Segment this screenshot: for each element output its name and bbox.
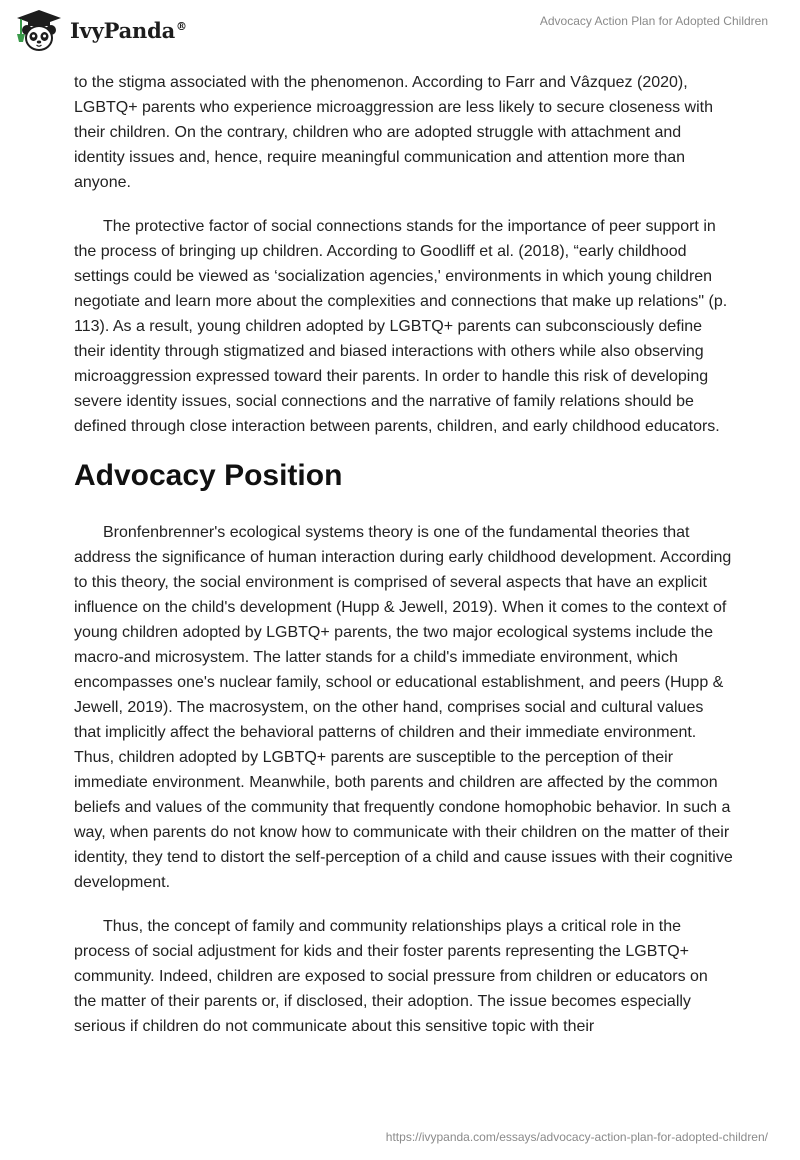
paragraph: Thus, the concept of family and community relationships plays a critical role in the process of social adjustment for kids and their foster parents representing the LGBTQ+ community. Indeed, children are exposed to social pressure from children or educators on the matter of their parents or, if disclosed, their adoption. The issue becomes especially serious if children do not communicate about this sensitive topic with their <box>74 918 708 1035</box>
page-header <box>0 0 800 64</box>
essay-content <box>74 70 734 1058</box>
paragraph: to the stigma associated with the phenomenon. According to Farr and Vâzquez (2020), LGBTQ+ parents who experience microaggression are less likely to secure closeness with their children. On the contrary, children who are adopted struggle with attachment and identity issues and, hence, require meaningful communication and attention more than anyone. <box>74 74 713 191</box>
paragraph: The protective factor of social connections stands for the importance of peer support in the process of bringing up children. According to Goodliff et al. (2018), “early childhood settings could be viewed as ‘socialization agencies,' environments in which young children negotiate and learn more about the complexities and connections that make up relations" (p. 113). As a result, young children adopted by LGBTQ+ parents can subconsciously define their identity through stigmatized and biased interactions with others while also observing microaggression expressed toward their parents. In order to handle this risk of developing severe identity issues, social connections and the narrative of family relations should be defined through close interaction between parents, children, and early childhood educators. <box>74 218 728 435</box>
document-title: Advocacy Action Plan for Adopted Children <box>539 14 768 28</box>
source-url[interactable]: https://ivypanda.com/essays/advocacy-action-plan-for-adopted-children/ <box>385 1130 768 1144</box>
panda-graduation-cap-icon <box>14 8 64 52</box>
brand-logo[interactable] <box>14 8 187 52</box>
paragraph: Bronfenbrenner's ecological systems theory is one of the fundamental theories that address the significance of human interaction during early childhood development. According to this theory, the social environment is comprised of several aspects that have an explicit influence on the child's development (Hupp & Jewell, 2019). When it comes to the context of young children adopted by LGBTQ+ parents, the two major ecological systems include the macro-and microsystem. The latter stands for a child's immediate environment, which encompasses one's nuclear family, school or educational establishment, and peers (Hupp & Jewell, 2019). The macrosystem, on the other hand, comprises social and cultural values that implicitly affect the behavioral patterns of children and their immediate environment. Thus, children adopted by LGBTQ+ parents are susceptible to the perception of their immediate environment. Meanwhile, both parents and children are affected by the common beliefs and values of the community that frequently condone homophobic behavior. In such a way, when parents do not know how to communicate with their children on the matter of their identity, they tend to distort the self-perception of a child and cause issues with their cognitive development. <box>74 524 733 891</box>
brand-name: IvyPanda® <box>70 17 187 43</box>
section-heading: Advocacy Position <box>74 459 343 492</box>
registered-mark: ® <box>176 19 187 33</box>
